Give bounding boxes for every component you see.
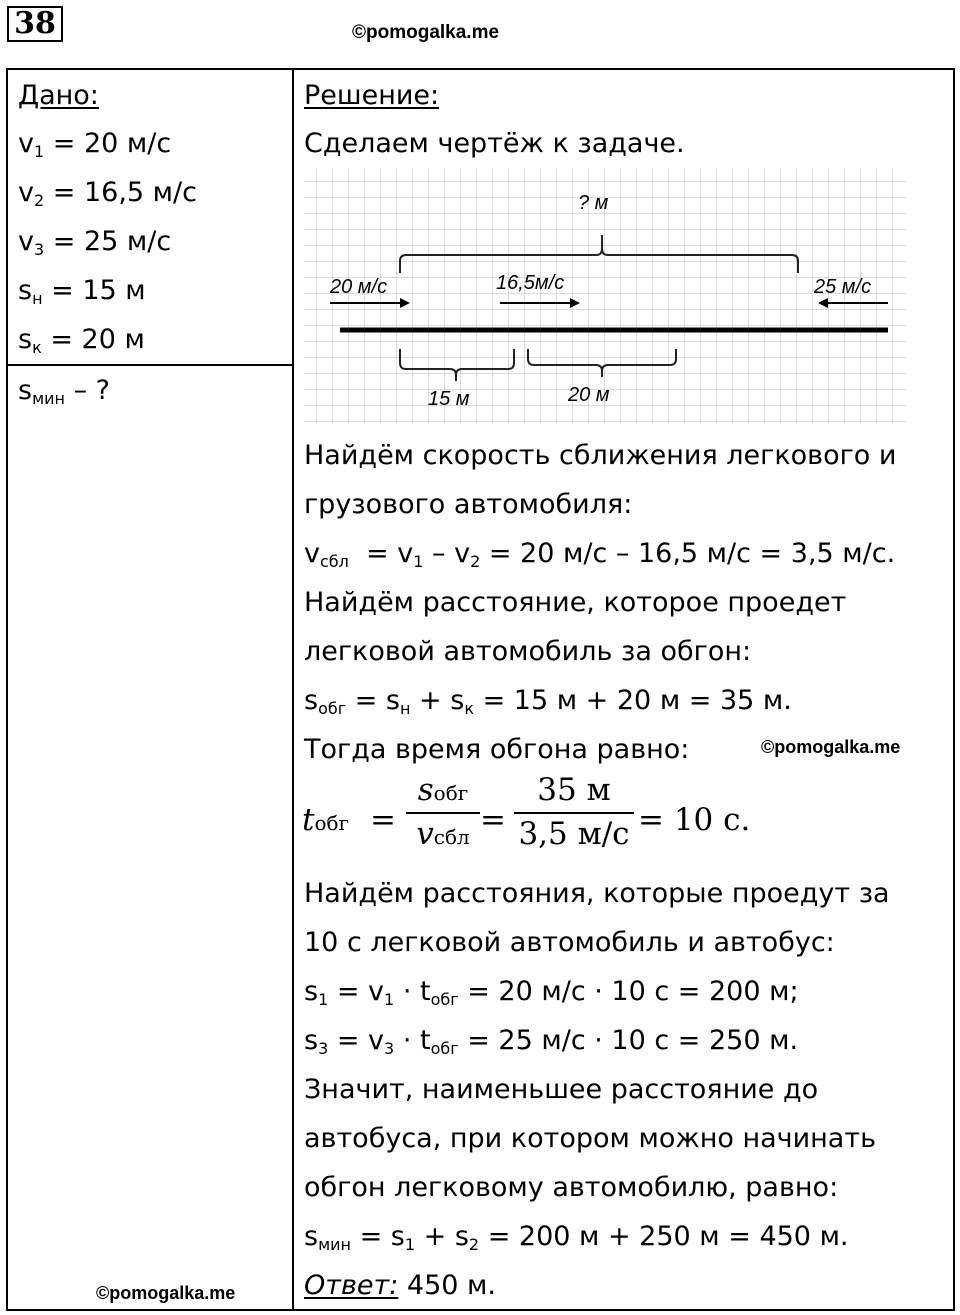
answer-line <box>304 1261 496 1310</box>
problem-number: 38 <box>7 6 63 42</box>
overtaking-diagram <box>300 165 910 427</box>
answer-value: 450 м. <box>398 1270 496 1301</box>
paragraph-2b: легковой автомобиль за обгон: <box>304 636 752 667</box>
equation-s1: $s_1 = v_1 \cdot t_{обг} = 20$ м/с · 10 с = 200 м; <box>304 976 799 1009</box>
paragraph-5a: Значит, наименьшее расстояние до <box>304 1074 819 1105</box>
label-15m: 15 м <box>428 388 470 410</box>
paragraph-2a: Найдём расстояние, которое проедет <box>304 587 847 618</box>
solution-title: Решение: <box>304 80 440 111</box>
equation-smin: $s_{мин} = s_1 + s_2 = 200$ м + 250 м = 450 м. <box>304 1221 849 1254</box>
fraction-s-over-v: sобг vсбл <box>406 772 480 852</box>
paragraph-1a: Найдём скорость сближения легкового и <box>304 440 897 471</box>
paragraph-4a: Найдём расстояния, которые проедут за <box>304 878 890 909</box>
label-v1: 20 м/с <box>330 276 388 298</box>
given-v3: $v_3 = 25$ м/с <box>18 226 172 259</box>
equation-overtake-distance: $s_{обг} = s_н + s_к = 15$ м + 20 м = 35 м. <box>304 685 792 718</box>
formula-lhs: tобг <box>302 802 350 838</box>
answer-label: Ответ: <box>304 1270 399 1301</box>
equation-approach-speed: $v_{сбл} = v_1 - v_2 = 20$ м/с – 16,5 м/с = 3,5 м/с. <box>304 538 896 571</box>
given-v2: $v_2 = 16,5$ м/с <box>18 177 197 210</box>
paragraph-4b: 10 с легковой автомобиль и автобус: <box>304 927 835 958</box>
watermark-bottom: ©pomogalka.me <box>96 1283 236 1303</box>
given-sn: $s_н = 15$ м <box>18 275 146 308</box>
find-quantity: $s_{мин}$ – ? <box>18 375 111 408</box>
equals-sign-1: = <box>370 802 396 838</box>
label-v3: 25 м/с <box>814 276 872 298</box>
column-divider <box>292 68 294 1311</box>
paragraph-1b: грузового автомобиля: <box>304 489 633 520</box>
equation-s3: $s_3 = v_3 \cdot t_{обг} = 25$ м/с · 10 с = 250 м. <box>304 1025 799 1058</box>
given-title: Дано: <box>18 80 99 111</box>
solution-intro: Сделаем чертёж к задаче. <box>304 128 685 159</box>
watermark-middle: ©pomogalka.me <box>761 737 901 757</box>
paragraph-3: Тогда время обгона равно: <box>304 734 690 765</box>
question-label: ? м <box>578 192 609 214</box>
equals-sign-2: = <box>480 802 506 838</box>
fraction-numbers: 35 м 3,5 м/с <box>514 772 634 852</box>
paragraph-5b: автобуса, при котором можно начинать <box>304 1123 876 1154</box>
watermark-top: ©pomogalka.me <box>352 22 500 43</box>
label-v2: 16,5м/с <box>496 272 565 294</box>
given-v1: $v_1 = 20$ м/с <box>18 128 172 161</box>
paragraph-5c: обгон легковому автомобилю, равно: <box>304 1172 839 1203</box>
given-sk: $s_к = 20$ м <box>18 324 145 357</box>
label-20m: 20 м <box>568 384 610 406</box>
formula-result: = 10 с. <box>638 802 751 838</box>
